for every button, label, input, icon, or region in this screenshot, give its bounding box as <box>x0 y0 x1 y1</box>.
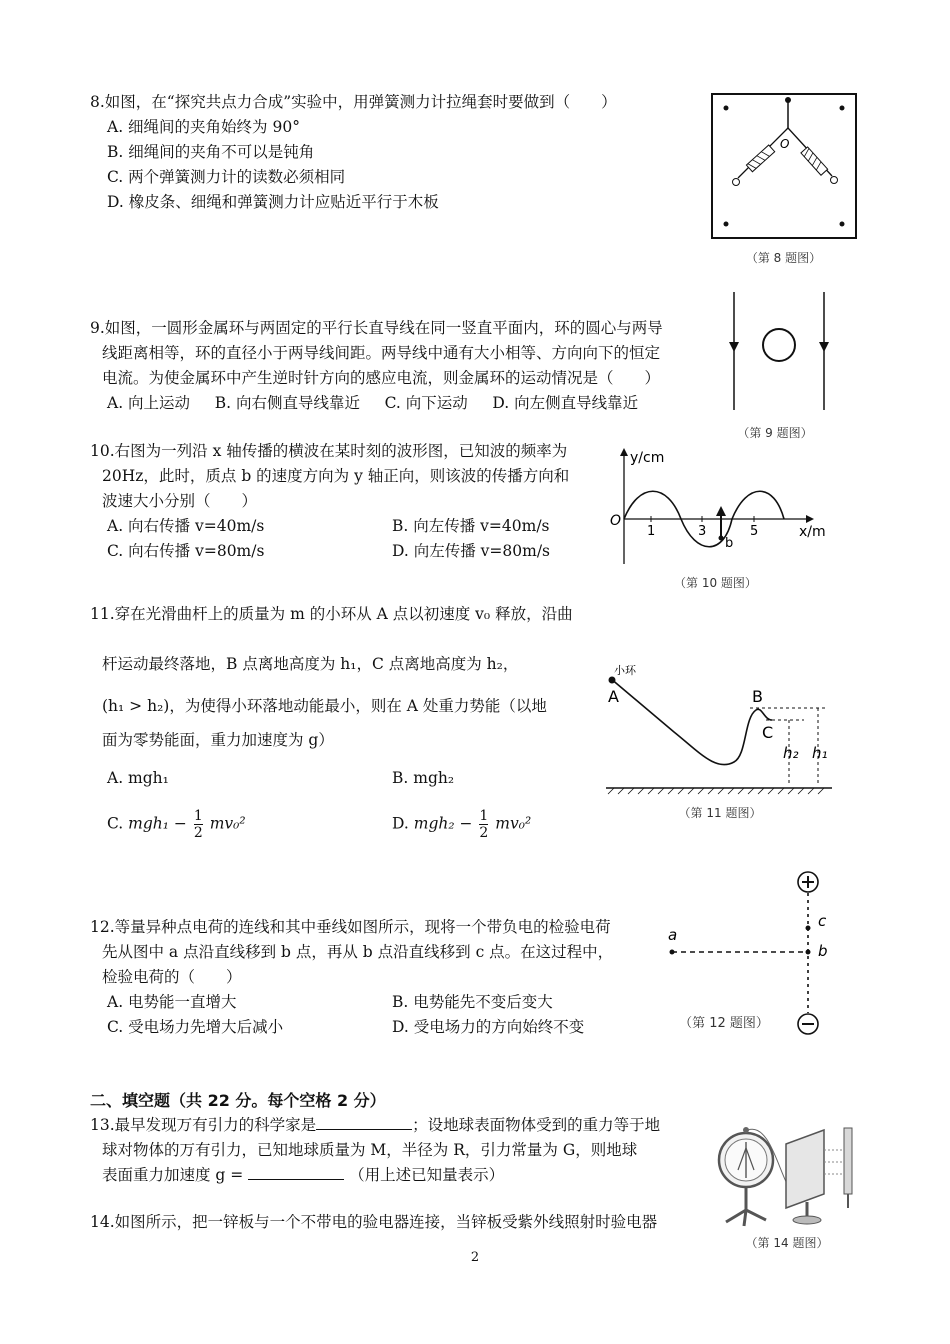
q12-line-3: 检验电荷的（ ） <box>102 968 242 986</box>
q8-figure <box>706 90 861 265</box>
q10-line-3: 波速大小分别（ ） <box>102 492 258 510</box>
q10-caption: （第 10 题图） <box>674 576 757 590</box>
q12-line-2: 先从图中 a 点沿直线移到 b 点，再从 b 点沿直线移到 c 点。在这过程中， <box>102 943 614 961</box>
q10-option-d[interactable]: D. 向左传播 v=80m/s <box>392 542 550 560</box>
q11-option-d-label: D. <box>392 814 409 833</box>
q13-line-3 <box>90 1163 660 1188</box>
q11-ring-label: 小环 <box>614 664 636 677</box>
page-number: 2 <box>470 1250 480 1265</box>
q8-option-a[interactable]: A. 细绳间的夹角始终为 90° <box>107 118 300 136</box>
q11-option-d-fraction: $\frac{1}{2}$ <box>479 808 489 841</box>
q10-figure <box>604 444 834 594</box>
q8-caption: （第 8 题图） <box>745 251 822 265</box>
q12-option-a[interactable]: A. 电势能一直增大 <box>107 993 237 1011</box>
q13-line-3b: （用上述已知量表示） <box>349 1166 505 1184</box>
q9-options <box>90 391 663 416</box>
question-12 <box>90 915 677 1040</box>
q10-line-2: 20Hz，此时，质点 b 的速度方向为 y 轴正向，则该波的传播方向和 <box>102 467 570 485</box>
question-14 <box>90 1210 657 1235</box>
question-8 <box>90 90 617 215</box>
q11-line-1: 11.穿在光滑曲杆上的质量为 m 的小环从 A 点以初速度 v₀ 释放，沿曲 <box>90 605 573 623</box>
q12-option-b[interactable]: B. 电势能先不变后变大 <box>392 993 553 1011</box>
q10-options-row-1 <box>90 514 677 539</box>
electroscope-diagram <box>712 1122 862 1228</box>
q8-option-c[interactable]: C. 两个弹簧测力计的读数必须相同 <box>107 168 346 186</box>
q11-line-3: (h₁ > h₂)，为使得小环落地动能最小，则在 A 处重力势能（以地 <box>102 697 547 715</box>
q11-h2: h₂ <box>783 744 799 762</box>
q10-line-1: 10.右图为一列沿 x 轴传播的横波在某时刻的波形图，已知波的频率为 <box>90 442 568 460</box>
q13-line-1b: ；设地球表面物体受到的重力等于地 <box>412 1116 661 1134</box>
wave-diagram <box>604 444 834 566</box>
question-10 <box>90 439 677 564</box>
q8-option-b[interactable]: B. 细绳间的夹角不可以是钝角 <box>107 143 315 161</box>
q10-x-label: x/m <box>799 524 826 540</box>
q11-h1: h₁ <box>812 744 828 762</box>
q14-figure <box>712 1122 862 1250</box>
q11-line-2: 杆运动最终落地，B 点离地高度为 h₁，C 点离地高度为 h₂， <box>102 655 519 673</box>
q11-option-c[interactable] <box>107 808 392 841</box>
q9-line-1: 9.如图，一圆形金属环与两固定的平行长直导线在同一竖直平面内，环的圆心与两导 <box>90 319 663 337</box>
q12-option-d[interactable]: D. 受电场力的方向始终不变 <box>392 1018 585 1036</box>
q11-option-d-pre: mgh₂ − <box>413 814 473 833</box>
q10-point-b: b <box>725 536 734 551</box>
q11-option-b[interactable]: B. mgh₂ <box>392 769 455 787</box>
question-9 <box>90 316 663 416</box>
q10-tick-3: 3 <box>698 524 707 539</box>
q11-option-c-label: C. <box>107 814 124 833</box>
q11-option-c-post: mv₀² <box>209 814 246 833</box>
q12-option-c[interactable]: C. 受电场力先增大后减小 <box>107 1018 284 1036</box>
q11-option-c-fraction: $\frac{1}{2}$ <box>193 808 203 841</box>
question-13 <box>90 1113 660 1188</box>
q11-line-4: 面为零势能面，重力加速度为 g） <box>102 731 334 749</box>
force-board-diagram <box>706 90 861 245</box>
q12-options-row-2 <box>90 1015 677 1040</box>
q11-option-c-pre: mgh₁ − <box>128 814 187 833</box>
q12-caption: （第 12 题图） <box>679 1016 769 1031</box>
q13-blank-gravity[interactable] <box>248 1163 344 1180</box>
q13-line-3a: 表面重力加速度 g = <box>102 1166 244 1184</box>
q10-option-a[interactable]: A. 向右传播 v=40m/s <box>107 517 265 535</box>
q11-point-a: A <box>608 687 619 706</box>
q9-option-b[interactable]: B. 向右侧直导线靠近 <box>214 394 360 412</box>
q9-caption: （第 9 题图） <box>737 426 813 440</box>
q9-option-d[interactable]: D. 向左侧直导线靠近 <box>492 394 639 412</box>
q11-point-b: B <box>752 687 763 706</box>
q9-line-3: 电流。为使金属环中产生逆时针方向的感应电流，则金属环的运动情况是（ ） <box>102 369 661 387</box>
q9-option-a[interactable]: A. 向上运动 <box>107 394 191 412</box>
q8-point-o: O <box>780 137 790 151</box>
q9-line-2: 线距离相等，环的直径小于两导线间距。两导线中通有大小相等、方向向下的恒定 <box>102 344 661 362</box>
q11-caption: （第 11 题图） <box>678 806 762 820</box>
q11-figure <box>604 660 836 825</box>
parallel-wires-diagram <box>720 290 830 412</box>
q12-options-row-1 <box>90 990 677 1015</box>
q10-option-c[interactable]: C. 向右传播 v=80m/s <box>107 542 265 560</box>
q8-stem: 8.如图，在“探究共点力合成”实验中，用弹簧测力计拉绳套时要做到（ ） <box>90 93 617 111</box>
q10-origin: O <box>610 513 622 529</box>
q14-line-1: 14.如图所示，把一锌板与一个不带电的验电器连接，当锌板受紫外线照射时验电器 <box>90 1213 658 1231</box>
q12-point-b: b <box>818 942 828 960</box>
q11-options-row-2 <box>90 808 677 841</box>
q9-figure <box>720 290 830 440</box>
section-2-heading: 二、填空题（共 22 分。每个空格 2 分） <box>90 1091 386 1110</box>
q13-line-2: 球对物体的万有引力，已知地球质量为 M，半径为 R，引力常量为 G，则地球 <box>102 1141 638 1159</box>
q8-option-d[interactable]: D. 橡皮条、细绳和弹簧测力计应贴近平行于木板 <box>107 193 439 211</box>
q11-point-c: C <box>762 723 774 742</box>
q10-tick-1: 1 <box>647 524 656 539</box>
question-11 <box>90 600 677 841</box>
q11-option-a[interactable]: A. mgh₁ <box>107 769 169 787</box>
q10-option-b[interactable]: B. 向左传播 v=40m/s <box>392 517 550 535</box>
q9-option-c[interactable]: C. 向下运动 <box>384 394 468 412</box>
q12-point-a: a <box>668 926 678 944</box>
q10-y-label: y/cm <box>630 450 665 466</box>
q10-tick-5: 5 <box>750 524 759 539</box>
q13-blank-scientist[interactable] <box>316 1113 412 1130</box>
q11-option-d-post: mv₀² <box>495 814 532 833</box>
q11-options-row-1 <box>90 764 677 792</box>
curved-rod-diagram <box>604 660 836 798</box>
q13-line-1 <box>90 1113 660 1138</box>
q10-options-row-2 <box>90 539 677 564</box>
q12-point-c: c <box>818 912 827 930</box>
q14-caption: （第 14 题图） <box>745 1236 829 1250</box>
q12-figure <box>664 868 839 1038</box>
q13-line-1a: 13.最早发现万有引力的科学家是 <box>90 1116 317 1134</box>
q12-line-1: 12.等量异种点电荷的连线和其中垂线如图所示，现将一个带负电的检验电荷 <box>90 918 611 936</box>
